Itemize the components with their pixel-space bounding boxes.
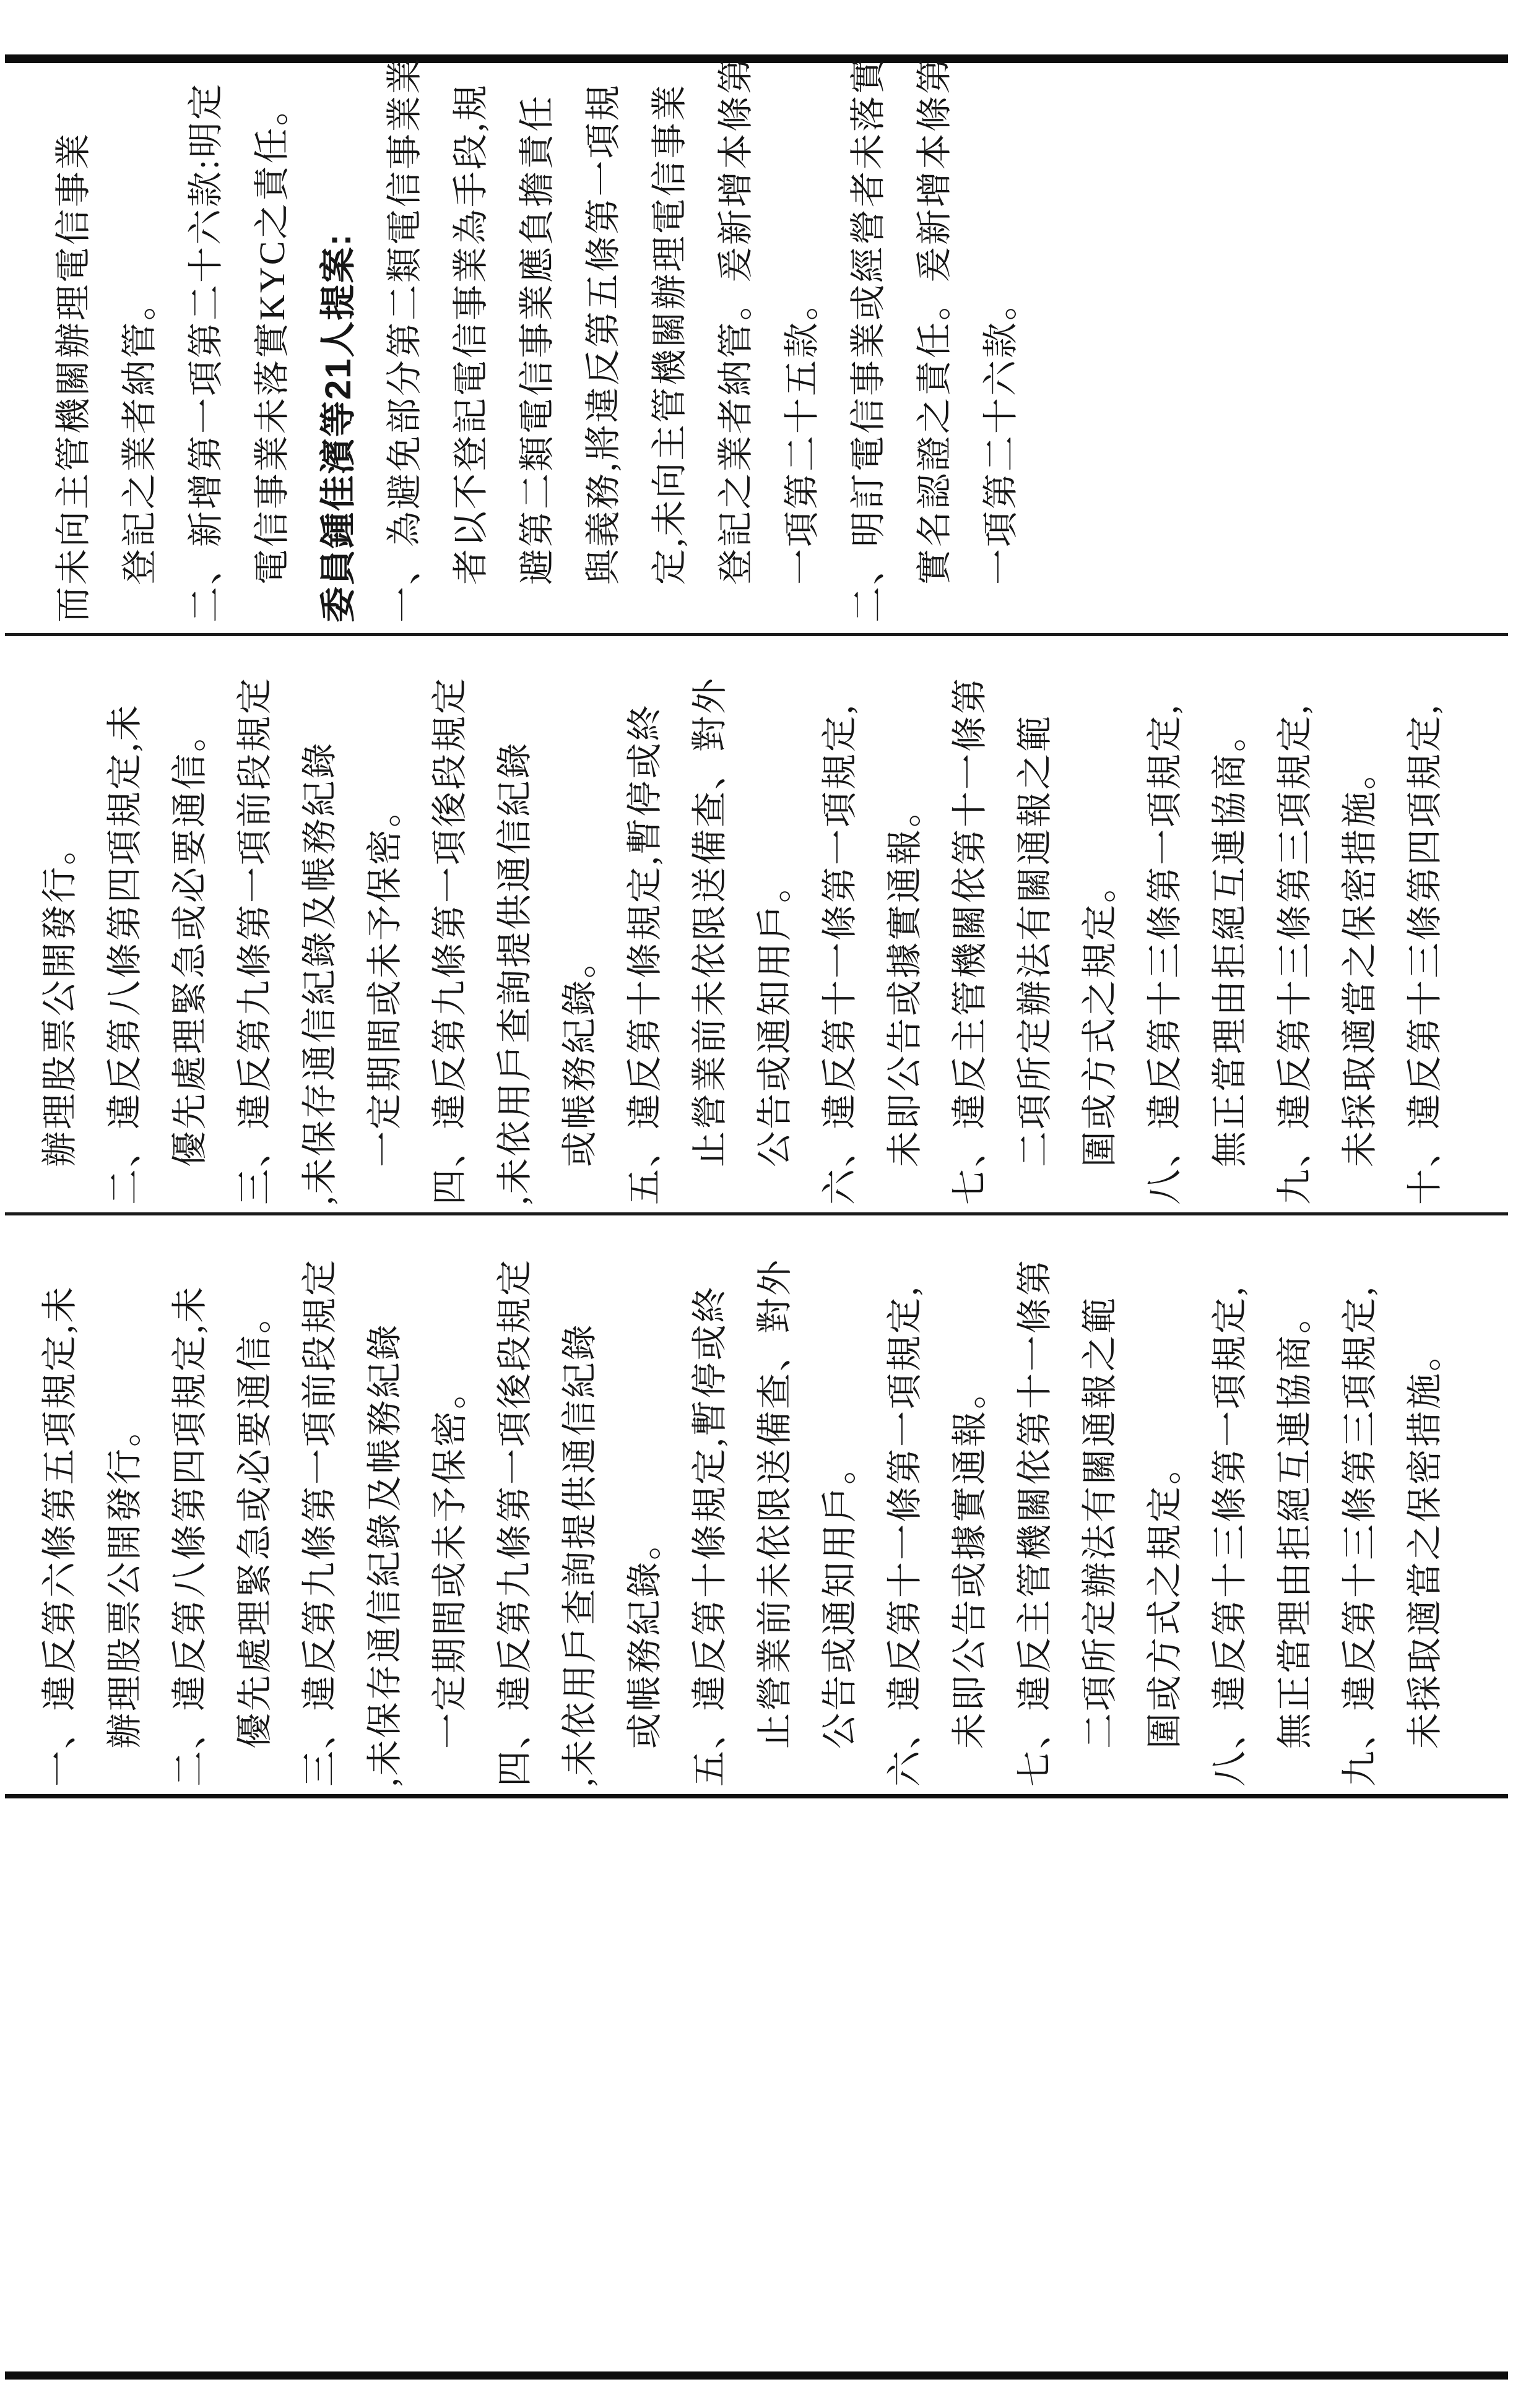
text-line-content: 或帳務紀錄。 bbox=[625, 1522, 665, 1749]
text-line bbox=[235, 1215, 300, 1787]
text-line-content: 二、明訂電信事業或經營者未落實 bbox=[848, 56, 888, 623]
text-line bbox=[820, 1215, 885, 1787]
text-line bbox=[885, 1215, 950, 1787]
text-line-content: 一項第二十五款。 bbox=[782, 282, 822, 585]
text-line-content: 八、違反第十三條第一項規定, bbox=[1145, 703, 1185, 1205]
text-line bbox=[495, 1215, 560, 1787]
text-line-content: 九、違反第十三條第三項規定, bbox=[1340, 1285, 1380, 1787]
text-line bbox=[365, 636, 430, 1205]
text-line bbox=[690, 1215, 755, 1787]
text-line bbox=[782, 63, 848, 623]
text-line bbox=[430, 1215, 495, 1787]
text-line bbox=[1015, 1215, 1080, 1787]
text-line-content: 者以不登記電信事業為手段,規 bbox=[451, 83, 491, 585]
text-line-content: 優先處理緊急或必要通信。 bbox=[170, 714, 210, 1167]
text-line-content: 七、違反主管機關依第十一條第 bbox=[1015, 1258, 1055, 1787]
text-line-content: 登記之業者納管。 bbox=[119, 282, 160, 585]
text-line bbox=[625, 1215, 690, 1787]
text-line-content: ,未依用戶查詢提供通信紀錄 bbox=[560, 1323, 600, 1787]
text-line-content: 一、違反第六條第五項規定,未 bbox=[40, 1285, 80, 1787]
text-line bbox=[755, 636, 820, 1205]
text-line bbox=[384, 56, 451, 623]
table-cell-items-b bbox=[0, 1215, 1513, 1793]
text-line bbox=[885, 636, 950, 1205]
text-line bbox=[451, 63, 517, 623]
text-line-content: 一定期間或未予保密。 bbox=[365, 789, 405, 1167]
text-line bbox=[1405, 1215, 1470, 1787]
text-line-content: 六、違反第十一條第一項規定, bbox=[885, 1285, 925, 1787]
text-line bbox=[981, 63, 1047, 623]
text-line bbox=[1340, 636, 1405, 1205]
text-line bbox=[1210, 636, 1275, 1205]
text-line-content: 三、違反第九條第一項前段規定 bbox=[300, 1258, 340, 1787]
text-line bbox=[105, 636, 170, 1205]
text-line bbox=[1275, 636, 1340, 1205]
text-line-content: 六、違反第十一條第一項規定, bbox=[820, 703, 860, 1205]
text-line-content: 一項第二十六款。 bbox=[981, 282, 1021, 585]
text-line bbox=[560, 636, 625, 1205]
text-line-content: 未即公告或據實通報。 bbox=[885, 789, 925, 1167]
text-line-content: 與義務,將違反第五條第一項規 bbox=[583, 83, 623, 585]
text-line bbox=[252, 63, 318, 623]
text-line-content: 定,未向主管機關辦理電信事業 bbox=[649, 83, 690, 585]
text-line-content: 實名認證之責任。爰新增本條第 bbox=[914, 56, 955, 585]
text-line-content: 三、違反第九條第一項前段規定 bbox=[235, 676, 275, 1205]
text-line-content: 無正當理由拒絕互連協商。 bbox=[1275, 1295, 1315, 1749]
text-line-content: 止營業前未依限送備查、對外 bbox=[755, 1258, 795, 1749]
text-line-content: 二、違反第八條第四項規定,未 bbox=[170, 1285, 210, 1787]
text-line bbox=[625, 636, 690, 1205]
text-line bbox=[848, 56, 914, 623]
text-line-content: 或帳務紀錄。 bbox=[560, 940, 600, 1167]
text-line-content: 止營業前未依限送備查、對外 bbox=[690, 676, 730, 1167]
text-line bbox=[950, 636, 1015, 1205]
text-line-content: 一、為避免部分第二類電信事業業 bbox=[384, 56, 425, 623]
text-line-content: 未採取適當之保密措施。 bbox=[1340, 751, 1380, 1167]
text-line-content: 十、違反第十三條第四項規定, bbox=[1405, 703, 1445, 1205]
text-line-content: 委員鍾佳濱等21人提案: bbox=[318, 233, 358, 623]
text-line-content: 二項所定辦法有關通報之範 bbox=[1015, 714, 1055, 1167]
text-line bbox=[430, 636, 495, 1205]
text-line-content: 無正當理由拒絕互連協商。 bbox=[1210, 714, 1250, 1167]
text-line bbox=[170, 636, 235, 1205]
text-line bbox=[40, 1215, 105, 1787]
text-line bbox=[649, 63, 716, 623]
text-line-content: ,未依用戶查詢提供通信紀錄 bbox=[495, 741, 535, 1205]
text-line-content: 公告或通知用戶。 bbox=[820, 1446, 860, 1749]
text-line-content: 辦理股票公開發行。 bbox=[40, 827, 80, 1167]
text-line-content: 八、違反第十三條第一項規定, bbox=[1210, 1285, 1250, 1787]
text-line bbox=[560, 1215, 625, 1787]
text-line bbox=[495, 636, 560, 1205]
proposer-heading-line bbox=[318, 63, 384, 623]
text-line-content: 一定期間或未予保密。 bbox=[430, 1371, 470, 1749]
text-line-content: 圍或方式之規定。 bbox=[1080, 865, 1120, 1167]
text-line-content: 二項所定辦法有關通報之範 bbox=[1080, 1295, 1120, 1749]
text-line bbox=[820, 636, 885, 1205]
text-line bbox=[119, 63, 186, 623]
text-line-content: 而未向主管機關辦理電信事業 bbox=[53, 131, 93, 623]
text-line bbox=[1080, 636, 1145, 1205]
text-line-content: 未即公告或據實通報。 bbox=[950, 1371, 990, 1749]
text-line bbox=[914, 56, 981, 623]
text-line bbox=[40, 636, 105, 1205]
text-line bbox=[1145, 1215, 1210, 1787]
text-line-content: 優先處理緊急或必要通信。 bbox=[235, 1295, 275, 1749]
text-line bbox=[755, 1215, 820, 1787]
text-line bbox=[1080, 1215, 1145, 1787]
text-line-content: 登記之業者納管。爰新增本條第 bbox=[716, 56, 756, 585]
text-line-content: 辦理股票公開發行。 bbox=[105, 1409, 145, 1749]
text-line bbox=[950, 1215, 1015, 1787]
text-line bbox=[1145, 636, 1210, 1205]
text-line bbox=[716, 56, 782, 623]
table-cell-explanation bbox=[0, 56, 1513, 631]
text-line bbox=[53, 63, 119, 623]
text-line-content: 四、違反第九條第一項後段規定 bbox=[495, 1258, 535, 1787]
text-line bbox=[300, 636, 365, 1205]
table-rule-items-b-empty bbox=[5, 1794, 1508, 1798]
text-line bbox=[690, 636, 755, 1205]
text-line-content: 公告或通知用戶。 bbox=[755, 865, 795, 1167]
text-line bbox=[517, 63, 583, 623]
text-line bbox=[1340, 1215, 1405, 1787]
text-line bbox=[105, 1215, 170, 1787]
text-line-content: 九、違反第十三條第三項規定, bbox=[1275, 703, 1315, 1205]
text-line-content: 七、違反主管機關依第十一條第 bbox=[950, 676, 990, 1205]
text-line bbox=[1210, 1215, 1275, 1787]
text-line bbox=[583, 63, 649, 623]
text-line bbox=[235, 636, 300, 1205]
text-line-content: 五、違反第十條規定,暫停或終 bbox=[690, 1285, 730, 1787]
text-line-content: 四、違反第九條第一項後段規定 bbox=[430, 676, 470, 1205]
text-line-content: 避第二類電信事業應負擔責任 bbox=[517, 93, 557, 585]
text-line bbox=[1275, 1215, 1340, 1787]
text-line bbox=[1405, 636, 1470, 1205]
text-line-content: 二、違反第八條第四項規定,未 bbox=[105, 703, 145, 1205]
text-line bbox=[1015, 636, 1080, 1205]
text-line-content: ,未保存通信紀錄及帳務紀錄 bbox=[300, 741, 340, 1205]
table-cell-items-a bbox=[0, 636, 1513, 1211]
text-line bbox=[170, 1215, 235, 1787]
table-border-outer-right bbox=[5, 54, 1508, 63]
text-line-content: 電信事業未落實KYC之責任。 bbox=[252, 88, 292, 585]
table-border-outer-left bbox=[5, 2371, 1508, 2380]
text-line-content: ,未保存通信紀錄及帳務紀錄 bbox=[365, 1323, 405, 1787]
text-line-content: 五、違反第十條規定,暫停或終 bbox=[625, 703, 665, 1205]
table-cell-empty bbox=[0, 1798, 1513, 2370]
text-line bbox=[186, 63, 252, 623]
text-line-content: 二、新增第一項第二十六款:明定 bbox=[186, 82, 226, 623]
text-line bbox=[300, 1215, 365, 1787]
text-line bbox=[365, 1215, 430, 1787]
text-line-content: 未採取適當之保密措施。 bbox=[1405, 1333, 1445, 1749]
text-line-content: 圍或方式之規定。 bbox=[1145, 1446, 1185, 1749]
